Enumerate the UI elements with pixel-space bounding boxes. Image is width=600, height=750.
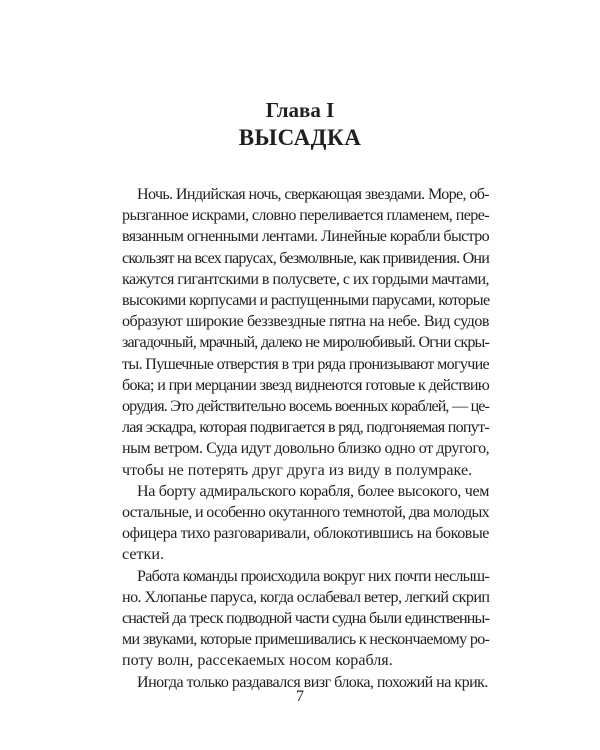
text-line: На борту адмиральского корабля, более высокого, чем (137, 482, 489, 500)
text-line: скользят на всех парусах, безмолвные, как привидения. Они (122, 249, 490, 267)
text-line: вязанным огненными лентами. Линейные корабли быстро (122, 228, 489, 246)
text-line: поту волн, рассекаемых носом корабля. (122, 652, 393, 670)
text-line: бока; и при мерцании звезд виднеются готовые к действию (122, 376, 489, 394)
text-line: образуют широкие беззвездные пятна на небе. Вид судов (122, 313, 489, 331)
text-line: рызганное искрами, словно переливается пламенем, пере- (122, 207, 489, 225)
text-line: кажутся гигантскими в полусвете, с их гордыми мачтами, (122, 270, 489, 288)
chapter-body (122, 184, 489, 693)
text-line: Ночь. Индийская ночь, сверкающая звездами. Море, об- (137, 186, 489, 203)
text-line: загадочный, мрачный, далеко не миролюбивый. Огни скры- (122, 334, 489, 352)
chapter-title: ВЫСАДКА (238, 125, 362, 150)
text-line: снастей да треск подводной части судна были единственны- (122, 610, 489, 628)
text-line: чтобы не потерять друг друга из виду в полумраке. (122, 461, 473, 479)
paragraph (122, 481, 489, 566)
page-number: 7 (296, 688, 304, 705)
text-line: Работа команды происходила вокруг них почти неслыш- (137, 567, 489, 585)
text-line: но. Хлопанье паруса, когда ослабевал ветер, легкий скрип (122, 588, 490, 606)
text-line: лая эскадра, которая подвигается в ряд, подгоняемая попут- (122, 419, 489, 437)
text-line: ты. Пушечные отверстия в три ряда пронизывают могучие (122, 355, 489, 373)
paragraph (122, 184, 489, 481)
text-line: остальные, и особенно окутанного темнотой, два молодых (122, 504, 490, 522)
paragraph (122, 566, 489, 672)
text-line: ми звуками, которые примешивались к нескончаемому ро- (122, 631, 490, 649)
text-line: Иногда только раздавался визг блока, похожий на крик. (137, 673, 488, 691)
chapter-number: Глава I (265, 98, 335, 122)
text-line: офицера тихо разговаривали, облокотившись на боковые (122, 525, 489, 543)
text-line: сетки. (122, 546, 164, 564)
text-line: высокими корпусами и распущенными парусами, которые (122, 292, 490, 310)
text-line: орудия. Это действительно восемь военных кораблей, — це- (122, 398, 489, 416)
text-line: ным ветром. Суда идут довольно близко одно от другого, (122, 440, 490, 458)
